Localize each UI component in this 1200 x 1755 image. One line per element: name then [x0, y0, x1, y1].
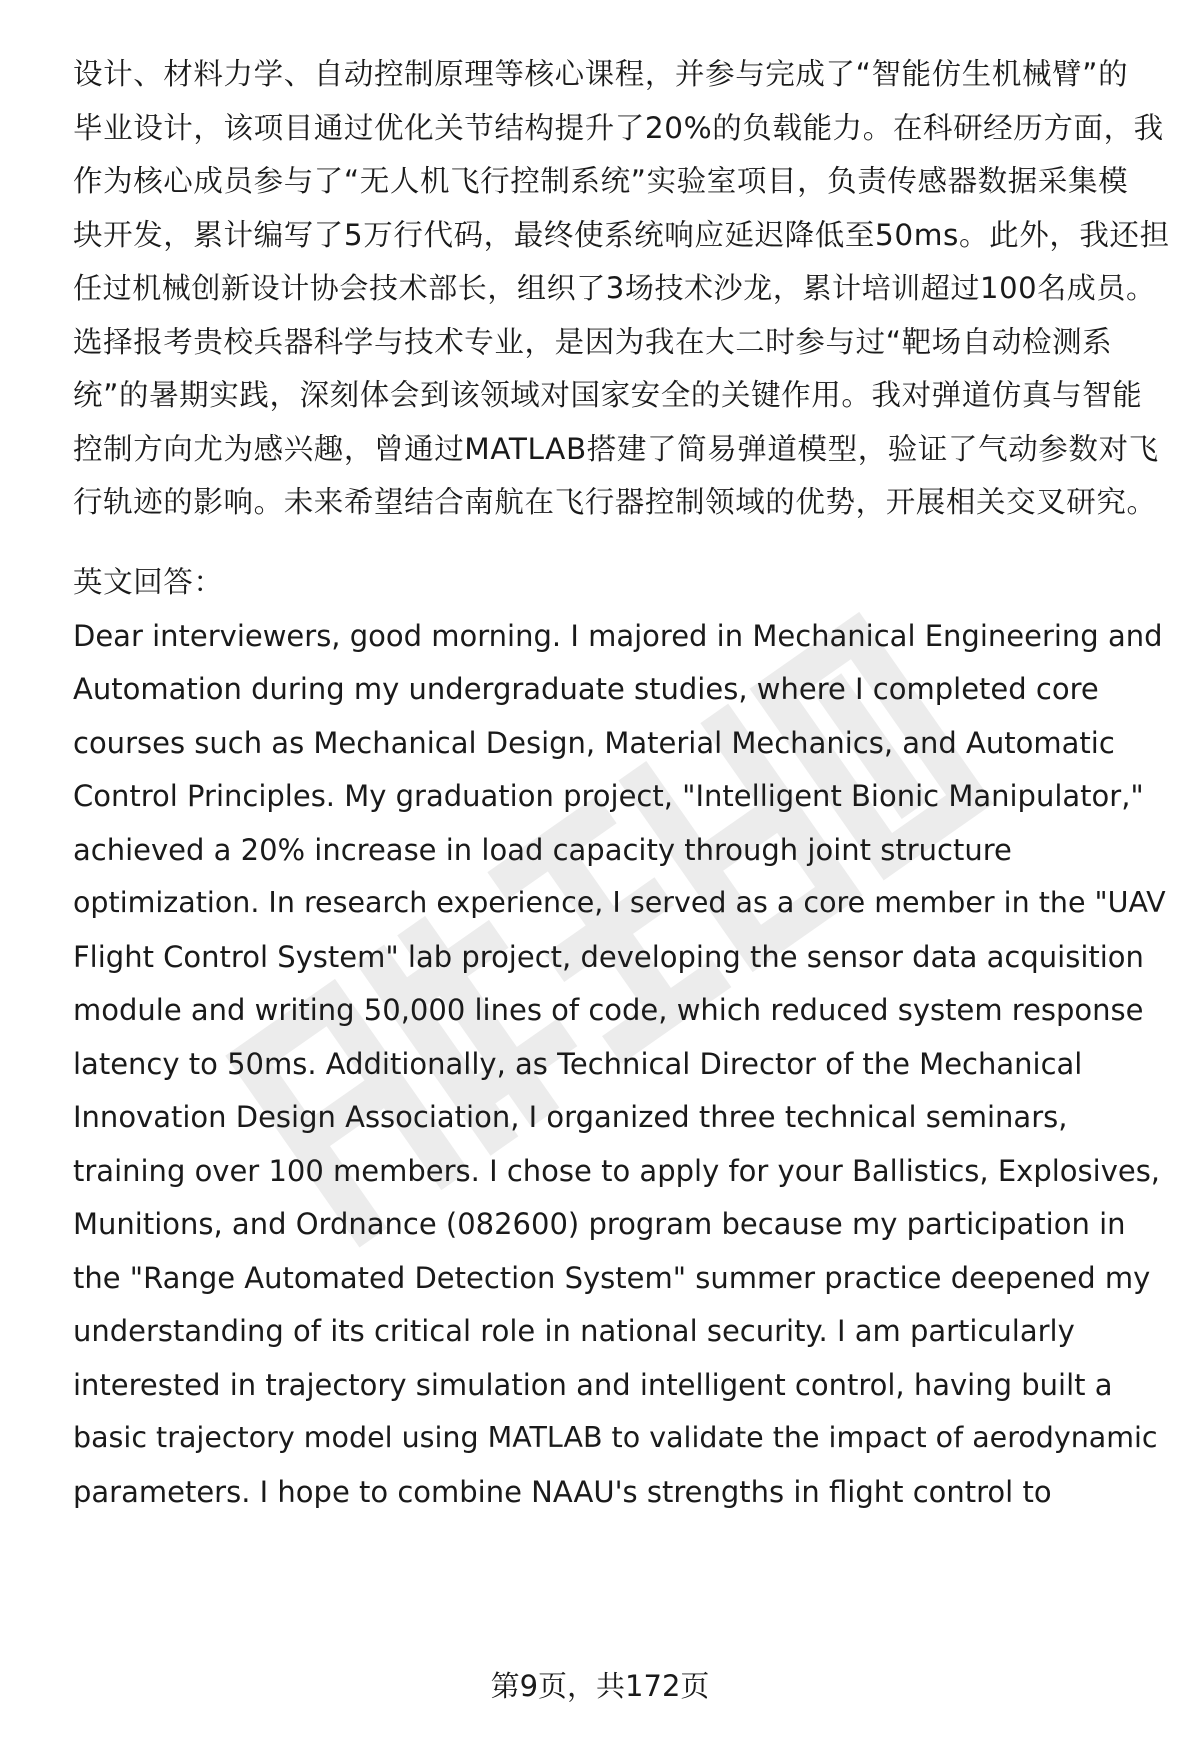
en-line: parameters. I hope to combine NAAU's strengths in flight control to: [73, 1475, 1052, 1509]
en-line: Automation during my undergraduate studies, where I completed core: [73, 672, 1099, 706]
en-line: Flight Control System" lab project, developing the sensor data acquisition: [73, 940, 1144, 974]
cn-line: 块开发，累计编写了5万行代码，最终使系统响应延迟降低至50ms。此外，我还担: [73, 218, 1170, 252]
en-line: achieved a 20% increase in load capacity through joint structure: [73, 833, 1012, 867]
cn-line: 控制方向尤为感兴趣，曾通过MATLAB搭建了简易弹道模型，验证了气动参数对飞: [73, 432, 1159, 466]
en-line: the "Range Automated Detection System" summer practice deepened my: [73, 1261, 1151, 1295]
page-number: 第9页，共172页: [490, 1669, 710, 1703]
en-line: Innovation Design Association, I organized three technical seminars,: [73, 1100, 1068, 1134]
en-line: optimization. In research experience, I served as a core member in the "UAV: [73, 886, 1166, 919]
en-line: basic trajectory model using MATLAB to validate the impact of aerodynamic: [73, 1421, 1158, 1454]
en-line: Control Principles. My graduation project, "Intelligent Bionic Manipulator,": [73, 779, 1144, 813]
cn-line: 作为核心成员参与了“无人机飞行控制系统”实验室项目，负责传感器数据采集模: [73, 164, 1129, 198]
en-line: training over 100 members. I chose to apply for your Ballistics, Explosives,: [73, 1154, 1161, 1188]
en-line: interested in trajectory simulation and intelligent control, having built a: [73, 1368, 1113, 1402]
cn-line: 统”的暑期实践，深刻体会到该领域对国家安全的关键作用。我对弹道仿真与智能: [73, 378, 1143, 412]
cn-line: 毕业设计，该项目通过优化关节结构提升了20%的负载能力。在科研经历方面，我: [73, 111, 1164, 145]
en-line: module and writing 50,000 lines of code, which reduced system response: [73, 993, 1144, 1027]
en-line: understanding of its critical role in national security. I am particularly: [73, 1314, 1075, 1348]
en-line: courses such as Mechanical Design, Material Mechanics, and Automatic: [73, 726, 1115, 760]
section-heading: 英文回答：: [73, 565, 224, 599]
cn-line: 设计、材料力学、自动控制原理等核心课程，并参与完成了“智能仿生机械臂”的: [73, 57, 1129, 91]
en-line: Munitions, and Ordnance (082600) program because my participation in: [73, 1207, 1126, 1241]
cn-line: 任过机械创新设计协会技术部长，组织了3场技术沙龙，累计培训超过100名成员。: [73, 271, 1156, 305]
cn-line: 选择报考贵校兵器科学与技术专业，是因为我在大二时参与过“靶场自动检测系: [73, 325, 1113, 359]
cn-line: 行轨迹的影响。未来希望结合南航在飞行器控制领域的优势，开展相关交叉研究。: [73, 485, 1157, 519]
en-line: Dear interviewers, good morning. I majored in Mechanical Engineering and: [73, 619, 1163, 653]
en-line: latency to 50ms. Additionally, as Technical Director of the Mechanical: [73, 1047, 1083, 1081]
